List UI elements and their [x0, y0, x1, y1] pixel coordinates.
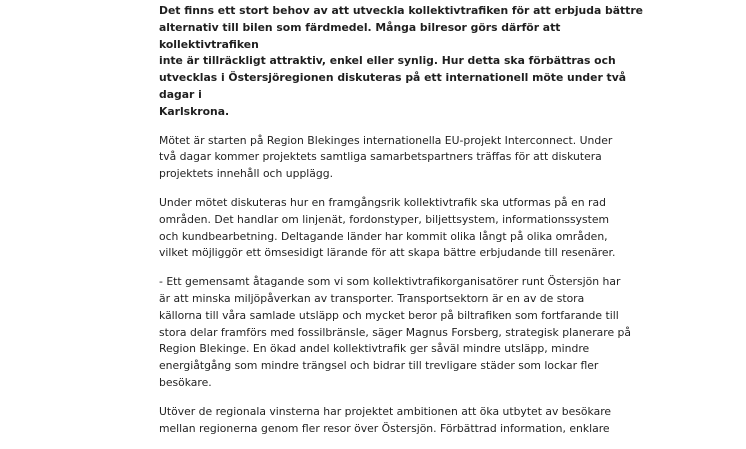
- article-body: [159, 3, 659, 449]
- article-paragraph-interconnect: Mötet är starten på Region Blekinges internationella EU-projekt Interconnect. Under två dagar kommer projektets samtliga samarbetspartners träffas för att diskutera projektets innehåll och upplägg.: [159, 133, 613, 181]
- article-lead-paragraph: Det finns ett stort behov av att utveckla kollektivtrafiken för att erbjuda bättre alternativ till bilen som färdmedel. Många bilresor görs därför att kollektivtrafiken inte är tillräckligt attraktiv, enkel eller synlig. Hur detta ska förbättras och utvecklas i Östersjöregionen diskuteras på ett internationell möte under två dagar i Karlskrona.: [159, 4, 643, 118]
- article-paragraph-quote: - Ett gemensamt åtagande som vi som kollektivtrafikorganisatörer runt Östersjön har är att minska miljöpåverkan av transporter. Transportsektorn är en av de stora källorna till våra samlade utsläpp och mycket beror på biltrafiken som fortfarande till stora delar framförs med fossilbränsle, säger Magnus Forsberg, strategisk planerare på Region Blekinge. En ökad andel kollektivtrafik ger såväl mindre utsläpp, mindre energiåtgång som mindre trängsel och bidrar till trevligare städer som lockar fler besökare.: [159, 275, 631, 389]
- article-paragraph-topics: Under mötet diskuteras hur en framgångsrik kollektivtrafik ska utformas på en rad områden. Det handlar om linjenät, fordonstyper, biljettsystem, informationssystem och kundbearbetning. Deltagande länder har kommit olika långt på olika områden, vilket möjliggör ett ömsesidigt lärande för att skapa bättre erbjudande till resenärer.: [159, 195, 616, 260]
- article-paragraph-regional-benefits: Utöver de regionala vinsterna har projektet ambitionen att öka utbytet av besökare mellan regionerna genom fler resor över Östersjön. Förbättrad information, enklare: [159, 404, 612, 435]
